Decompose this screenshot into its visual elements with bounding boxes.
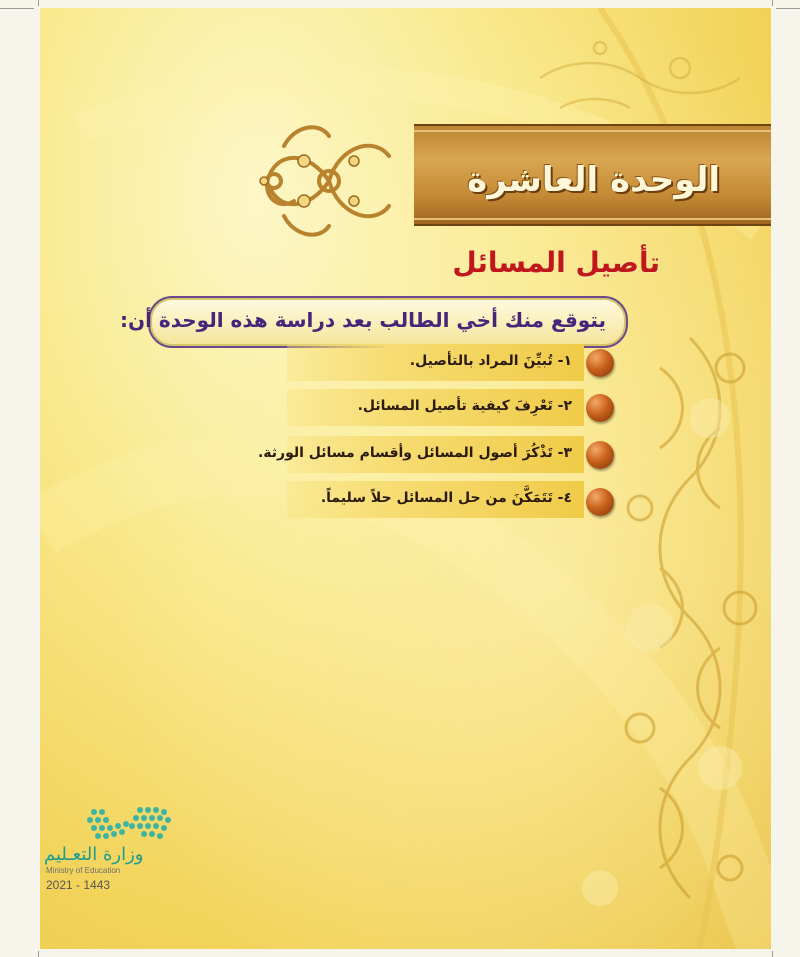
ministry-name-arabic: وزارة التعـليم	[44, 844, 144, 865]
arabesque-ornament-icon	[244, 106, 414, 256]
objective-item	[287, 481, 584, 518]
unit-title: الوحدة العاشرة	[467, 160, 720, 200]
crop-mark-left-top	[0, 8, 34, 9]
crop-mark-bottom-right	[772, 951, 773, 957]
edition-year: 2021 - 1443	[46, 878, 111, 892]
crop-mark-top-left	[38, 0, 39, 6]
objective-bullet-icon	[586, 349, 614, 377]
lesson-title: تأصيل المسائل	[452, 246, 660, 279]
ministry-name-english: Ministry of Education	[46, 866, 121, 875]
crop-mark-top-right	[772, 0, 773, 6]
objective-bullet-icon	[586, 441, 614, 469]
objectives-intro-box	[120, 296, 628, 348]
crop-mark-bottom-left	[38, 951, 39, 957]
objective-item	[257, 436, 584, 473]
objectives-intro-text: يتوقع منك أخي الطالب بعد دراسة هذه الوحدة أن:	[120, 308, 606, 332]
objective-bullet-icon	[586, 488, 614, 516]
crop-mark-right-top	[776, 8, 800, 9]
objective-text: ٤- تَتَمَكَّنَ من حل المسائل حلاً سليماً.	[320, 490, 572, 506]
objective-item	[287, 389, 584, 426]
objective-text: ٣- تَذْكُرَ أصول المسائل وأقسام مسائل الورثة.	[257, 445, 572, 461]
objective-text: ١- تُبيِّنَ المراد بالتأصيل.	[409, 353, 572, 369]
objective-bullet-icon	[586, 394, 614, 422]
objective-item	[287, 344, 584, 381]
objective-text: ٢- تَعْرِفَ كيفية تأصيل المسائل.	[357, 398, 572, 414]
